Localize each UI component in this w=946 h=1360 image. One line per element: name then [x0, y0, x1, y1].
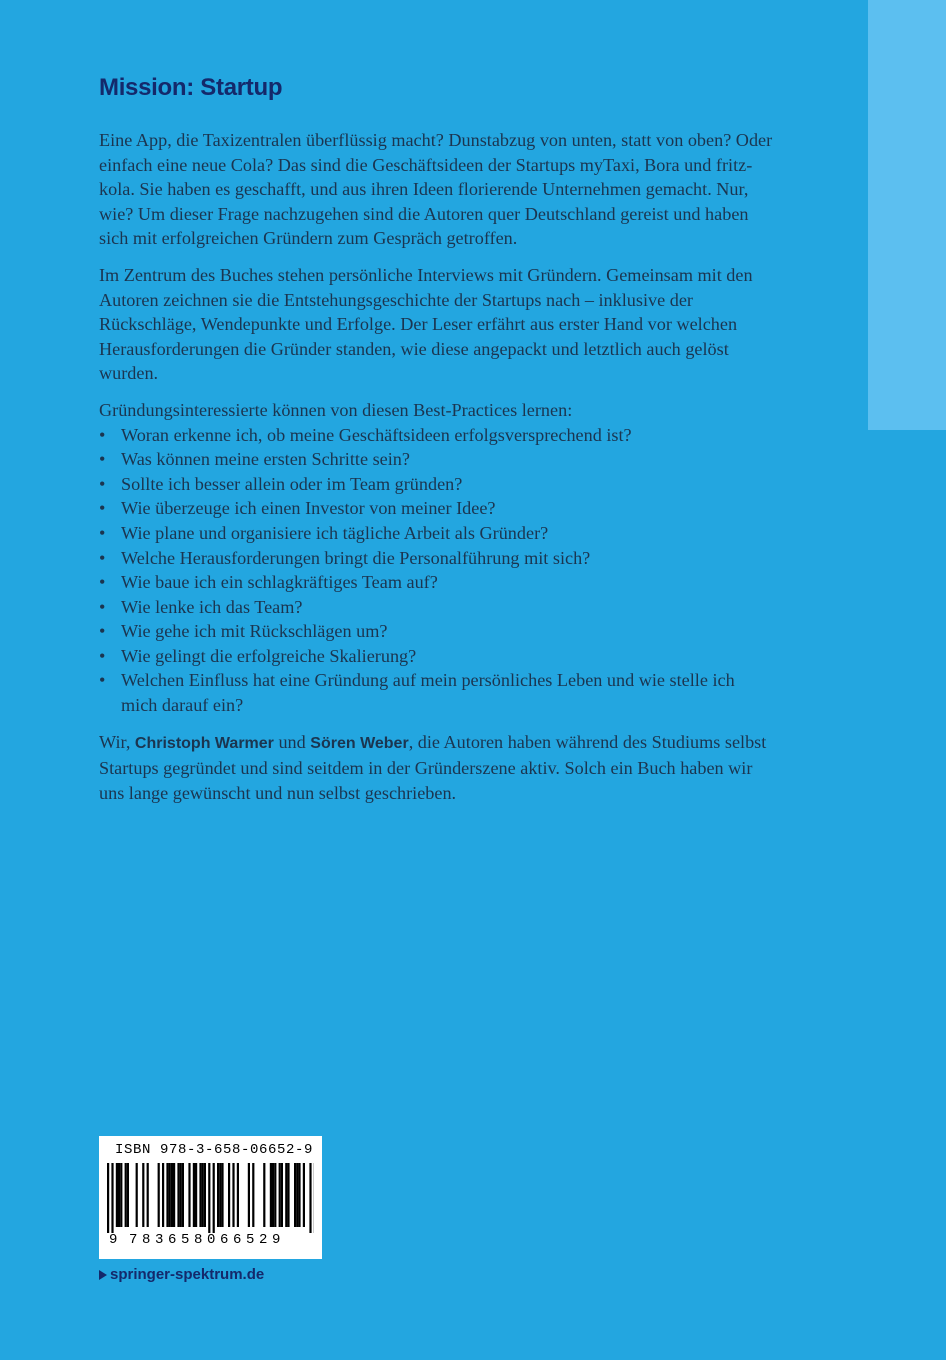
barcode-bar — [287, 1163, 289, 1227]
page-title: Mission: Startup — [99, 74, 283, 101]
author-name: Christoph Warmer — [134, 734, 274, 752]
barcode-bars — [107, 1163, 314, 1233]
barcode-bar — [120, 1163, 122, 1227]
barcode-bar — [248, 1163, 250, 1227]
barcode-bar — [279, 1163, 281, 1227]
list-item: • Welchen Einfluss hat eine Gründung auf mein persönliches Leben und wie stelle ich mich darauf ein? — [99, 668, 774, 717]
barcode-bar — [111, 1163, 113, 1233]
publisher-url[interactable] — [99, 1266, 264, 1283]
list-item: • Wie überzeuge ich einen Investor von meiner Idee? — [99, 496, 774, 521]
list-item: • Was können meine ersten Schritte sein? — [99, 447, 774, 472]
barcode-bar — [237, 1163, 239, 1227]
list-item: • Sollte ich besser allein oder im Team gründen? — [99, 472, 774, 497]
publisher-url-text: springer-spektrum.de — [110, 1266, 265, 1283]
intro-paragraph: Eine App, die Taxizentralen überflüssig macht? Dunstabzug von unten, statt von oben? Oder einfach eine neue Cola? Das sind die Geschäftsideen der Startups myTaxi, Bora und fritz-kola. Sie haben es geschafft, und aus ihren Ideen florierende Unternehmen gemacht. Nur, wie? Um dieser Frage nachzugehen sind die Autoren quer Deutschland gereist und haben sich mit erfolgreichen Gründern zum Gespräch getroffen. — [99, 130, 773, 249]
barcode-bar — [202, 1163, 204, 1227]
authors-prefix: Wir, — [99, 731, 131, 752]
barcode-bar — [296, 1163, 298, 1227]
barcode-bar — [107, 1163, 109, 1233]
side-color-band — [868, 0, 946, 430]
author-name: Sören Weber — [310, 734, 409, 752]
barcode-bar — [166, 1163, 168, 1227]
authors-suffix: , die Autoren haben während des Studiums selbst Startups gegründet und sind seitdem in der Gründerszene aktiv. Solch ein Buch haben wir uns lange gewünscht und nun selbst geschrieben. — [99, 731, 767, 803]
barcode-bar — [158, 1163, 160, 1227]
question-list — [99, 423, 774, 718]
barcode-bar — [193, 1163, 195, 1227]
barcode-bar — [274, 1163, 276, 1227]
barcode-bar — [116, 1163, 118, 1227]
ean-digits: 783658066529 — [129, 1232, 286, 1248]
barcode-bar — [285, 1163, 287, 1227]
barcode-bar — [232, 1163, 234, 1227]
arrow-right-icon — [99, 1270, 107, 1280]
list-item: • Wie baue ich ein schlagkräftiges Team auf? — [99, 570, 774, 595]
barcode-bar — [221, 1163, 223, 1227]
barcode-bar — [252, 1163, 254, 1227]
barcode-bar — [127, 1163, 129, 1227]
authors-paragraph — [99, 730, 774, 806]
barcode-bar — [228, 1163, 230, 1227]
barcode-bar — [272, 1163, 274, 1227]
barcode-bar — [177, 1163, 179, 1227]
barcode-bar — [195, 1163, 197, 1227]
barcode-bar — [309, 1163, 311, 1233]
barcode-bar — [173, 1163, 175, 1227]
barcode-bar — [298, 1163, 300, 1227]
barcode-bar — [118, 1163, 120, 1227]
barcode-bar — [169, 1163, 171, 1227]
barcode-bar — [180, 1163, 182, 1227]
list-item: • Welche Herausforderungen bringt die Personalführung mit sich? — [99, 546, 774, 571]
barcode-bar — [219, 1163, 221, 1227]
barcode-bar — [270, 1163, 272, 1227]
authors-conjunction: und — [278, 731, 306, 752]
barcode-bar — [217, 1163, 219, 1227]
barcode-bar — [281, 1163, 283, 1227]
barcode-bar — [142, 1163, 144, 1227]
barcode-bar — [204, 1163, 206, 1227]
barcode-bar — [147, 1163, 149, 1227]
barcode-bar — [188, 1163, 190, 1227]
barcode-bar — [182, 1163, 184, 1227]
center-paragraph: Im Zentrum des Buches stehen persönliche Interviews mit Gründern. Gemeinsam mit den Autoren zeichnen sie die Entstehungsgeschichte der Startups nach – inklusive der Rückschläge, Wendepunkte und Erfolge. Der Leser erfährt aus erster Hand vor welchen Herausforderungen die Gründer standen, wie diese angepackt und letztlich auch gelöst wurden. — [99, 264, 753, 384]
barcode-bar — [208, 1163, 210, 1233]
barcode-bar — [294, 1163, 296, 1227]
list-item: • Wie gelingt die erfolgreiche Skalierung? — [99, 644, 774, 669]
barcode-bar — [136, 1163, 138, 1227]
ean-first-digit: 9 — [109, 1232, 118, 1248]
list-item: • Wie lenke ich das Team? — [99, 595, 774, 620]
barcode-bar — [263, 1163, 265, 1227]
list-item: • Wie gehe ich mit Rückschlägen um? — [99, 619, 774, 644]
barcode-bar — [125, 1163, 127, 1227]
barcode-bar — [162, 1163, 164, 1227]
barcode-bar — [199, 1163, 201, 1227]
list-intro: Gründungsinteressierte können von diesen Best-Practices lernen: — [99, 399, 573, 420]
blurb-text — [99, 128, 774, 805]
barcode-bar — [303, 1163, 305, 1227]
barcode-bar — [171, 1163, 173, 1227]
list-item: • Wie plane und organisiere ich tägliche Arbeit als Gründer? — [99, 521, 774, 546]
isbn-barcode — [99, 1136, 322, 1259]
list-item: • Woran erkenne ich, ob meine Geschäftsideen erfolgsversprechend ist? — [99, 423, 774, 448]
barcode-bar — [213, 1163, 215, 1233]
isbn-label: ISBN 978-3-658-06652-9 — [115, 1142, 314, 1158]
